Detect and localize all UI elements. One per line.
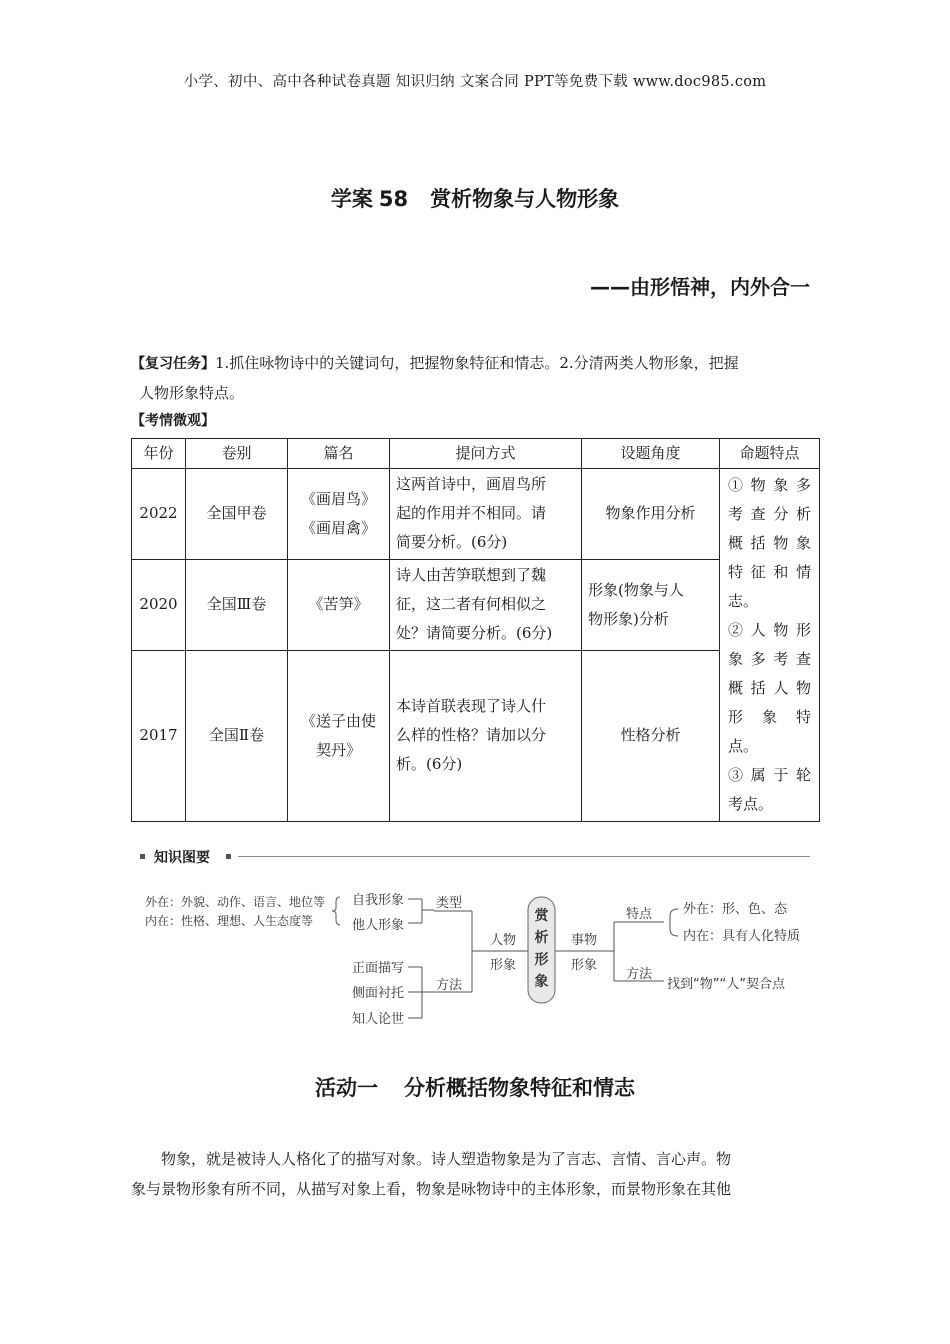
feature-line: 概括物象	[728, 534, 811, 552]
question-cell	[390, 650, 582, 821]
square-bullet-icon	[140, 854, 145, 859]
table-row	[132, 469, 820, 560]
object-feature: 外在：形、色、态	[683, 902, 788, 917]
poem-title: 《苦笋》	[308, 595, 369, 614]
title-prefix: 学案	[330, 187, 373, 211]
poem-title: 《送子由使	[300, 711, 376, 730]
body-paragraph	[131, 1144, 821, 1204]
feature-line: 考查分析	[728, 505, 811, 523]
features-cell	[720, 469, 820, 822]
center-char: 析	[534, 930, 549, 946]
table-row	[132, 559, 820, 650]
titles-cell	[288, 650, 390, 821]
object-node-top: 事物	[571, 933, 598, 948]
review-task	[131, 349, 821, 408]
feature-line: ①物象多	[728, 476, 811, 494]
page-header: 小学、初中、高中各种试卷真题 知识归纳 文案合同 PPT等免费下载 www.doc985.com	[183, 74, 767, 90]
year-cell: 2020	[132, 559, 186, 650]
angle-cell	[582, 469, 720, 560]
feature-line: 形象特	[728, 708, 811, 726]
object-method-label: 方法	[626, 967, 653, 982]
poem-title: 契丹》	[315, 740, 361, 759]
method-label: 方法	[436, 978, 463, 993]
knowledge-map-heading-bar	[140, 849, 810, 865]
feature-line: 点。	[728, 737, 759, 755]
person-method: 侧面衬托	[352, 986, 405, 1001]
titles-cell	[288, 559, 390, 650]
question-line: 这两首诗中，画眉鸟所	[396, 475, 547, 494]
title-main: 赏析物象与人物形象	[430, 187, 620, 211]
knowledge-mind-map	[140, 880, 810, 1040]
angle-line: 物形象)分析	[588, 609, 669, 628]
question-line: 么样的性格？请加以分	[396, 726, 547, 745]
outer-note: 内在：性格、理想、人生态度等	[145, 914, 314, 928]
review-task-line1: 1.抓住咏物诗中的关键词句，把握物象特征和情志。2.分清两类人物形象，把握	[215, 354, 739, 372]
header-cell: 年份	[132, 439, 186, 469]
heading-rule	[238, 856, 810, 857]
question-cell	[390, 559, 582, 650]
outer-note: 外在：外貌、动作、语言、地位等	[145, 895, 326, 909]
type-label: 类型	[436, 896, 463, 911]
header-cell: 设题角度	[582, 439, 720, 469]
paper-cell: 全国Ⅱ卷	[186, 650, 288, 821]
person-method: 知人论世	[352, 1012, 405, 1027]
year-cell: 2017	[132, 650, 186, 821]
exam-overview-tag: 【考情微观】	[131, 413, 215, 429]
center-char: 象	[534, 974, 549, 990]
angle-cell	[582, 650, 720, 821]
header-cell: 提问方式	[390, 439, 582, 469]
page-subtitle: ——由形悟神，内外合一	[590, 275, 810, 299]
angle-line: 物象作用分析	[605, 504, 696, 523]
object-method: 找到“物”“人”契合点	[667, 977, 785, 992]
person-type: 自我形象	[352, 893, 405, 908]
question-line: 简要分析。(6分)	[396, 533, 508, 552]
paragraph-line: 物象，就是被诗人人格化了的描写对象。诗人塑造物象是为了言志、言情、言心声。物	[161, 1150, 732, 1168]
angle-cell	[582, 559, 720, 650]
table-row	[132, 650, 820, 821]
table-header-row	[132, 439, 820, 469]
question-cell	[390, 469, 582, 560]
object-node-bottom: 形象	[571, 958, 598, 973]
poem-title: 《画眉鸟》	[300, 489, 376, 508]
angle-line: 性格分析	[620, 726, 681, 745]
exam-overview-table	[131, 438, 820, 822]
review-task-line2: 人物形象特点。	[139, 384, 245, 402]
question-line: 处？请简要分析。(6分)	[396, 624, 553, 643]
section-title-right: 分析概括物象特征和情志	[404, 1076, 635, 1100]
feature-line: 志。	[728, 592, 759, 610]
header-cell: 卷别	[186, 439, 288, 469]
person-node-top: 人物	[490, 933, 517, 948]
question-line: 析。(6分)	[396, 755, 463, 774]
paper-cell: 全国Ⅲ卷	[186, 559, 288, 650]
person-node-bottom: 形象	[490, 958, 517, 973]
titles-cell	[288, 469, 390, 560]
question-line: 起的作用并不相同。请	[396, 504, 547, 523]
review-task-tag: 【复习任务】	[131, 356, 215, 372]
question-line: 诗人由苦笋联想到了魏	[396, 566, 547, 585]
knowledge-map-heading: 知识图要	[154, 850, 210, 866]
title-number: 58	[378, 187, 409, 211]
feature-line: 概括人物	[728, 679, 811, 697]
page-title	[0, 183, 950, 213]
paragraph-line: 象与景物形象有所不同，从描写对象上看，物象是咏物诗中的主体形象，而景物形象在其他	[131, 1180, 732, 1198]
paper-cell: 全国甲卷	[186, 469, 288, 560]
header-cell: 篇名	[288, 439, 390, 469]
feature-line: 特征和情	[728, 563, 811, 581]
feature-line: 考点。	[728, 795, 774, 813]
person-method: 正面描写	[352, 961, 405, 976]
square-bullet-icon	[226, 854, 231, 859]
question-line: 本诗首联表现了诗人什	[396, 697, 547, 716]
year-cell: 2022	[132, 469, 186, 560]
feature-line: ③属于轮	[728, 766, 811, 784]
center-char: 形	[534, 952, 549, 968]
section-title	[0, 1072, 950, 1102]
question-line: 征，这二者有何相似之	[396, 595, 547, 614]
person-type: 他人形象	[352, 918, 405, 933]
section-title-left: 活动一	[315, 1076, 378, 1100]
feature-line: 象多考查	[728, 650, 811, 668]
object-feature: 内在：具有人化特质	[683, 929, 801, 944]
feature-line: ②人物形	[728, 621, 811, 639]
center-char: 赏	[534, 908, 549, 924]
angle-line: 形象(物象与人	[588, 580, 684, 599]
poem-title: 《画眉禽》	[300, 518, 376, 537]
feature-label: 特点	[626, 907, 653, 922]
header-cell: 命题特点	[720, 439, 820, 469]
